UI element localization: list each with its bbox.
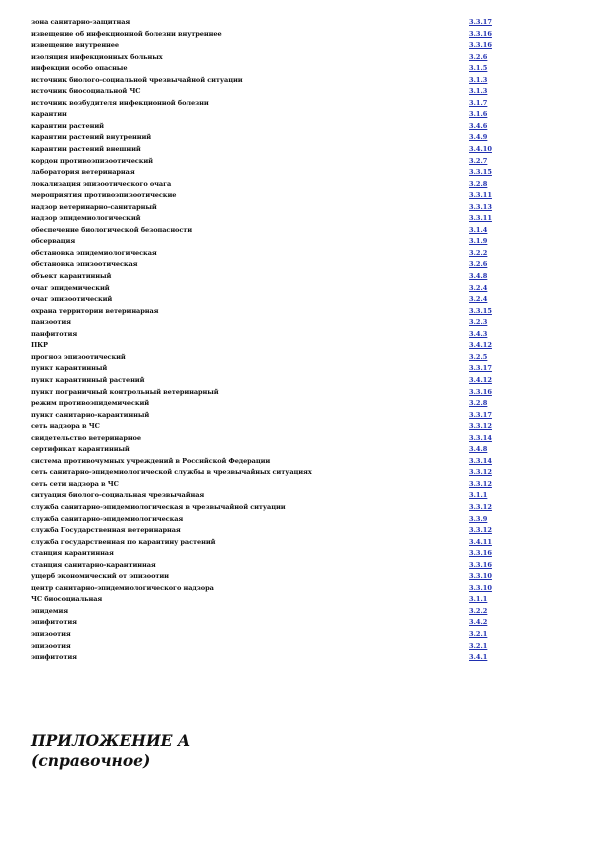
index-term: прогноз эпизоотический [31,352,126,361]
index-ref-link[interactable]: 3.3.12 [469,526,492,535]
index-row [31,271,491,283]
index-ref-link[interactable]: 3.2.4 [469,295,488,304]
index-ref-link[interactable]: 3.2.4 [469,283,488,292]
index-row [31,86,491,98]
index-ref-link[interactable]: 3.2.6 [469,260,488,269]
index-ref-link[interactable]: 3.2.3 [469,318,488,327]
index-row [31,421,491,433]
index-row [31,375,491,387]
index-term: эпифитотия [31,618,77,627]
index-term: карантин [31,110,67,119]
index-term: сеть надзора в ЧС [31,422,100,431]
index-row [31,52,491,64]
index-row [31,444,491,456]
index-term: пункт карантинный растений [31,375,145,384]
index-row [31,583,491,595]
index-row [31,236,491,248]
index-row [31,560,491,572]
index-ref-link[interactable]: 3.2.2 [469,248,488,257]
index-term: панзоотия [31,318,71,327]
index-row [31,40,491,52]
index-term: пункт санитарно-карантинный [31,410,150,419]
index-row [31,525,491,537]
index-ref-link[interactable]: 3.3.16 [469,41,492,50]
index-ref-link[interactable]: 3.1.6 [469,110,488,119]
index-ref-link[interactable]: 3.4.12 [469,341,492,350]
index-ref-link[interactable]: 3.1.1 [469,595,488,604]
index-row [31,548,491,560]
index-ref-link[interactable]: 3.3.12 [469,502,492,511]
index-ref-link[interactable]: 3.1.1 [469,491,488,500]
index-row [31,17,491,29]
index-term: станция санитарно-карантинная [31,560,156,569]
index-ref-link[interactable]: 3.3.16 [469,560,492,569]
index-row [31,571,491,583]
index-term: обстановка эпидемиологическая [31,248,157,257]
index-term: обсервация [31,237,76,246]
index-term: изоляция инфекционных больных [31,52,163,61]
index-term: сеть санитарно-эпидемиологической службы в чрезвычайных ситуациях [31,468,312,477]
index-ref-link[interactable]: 3.2.8 [469,399,488,408]
index-term: надзор эпидемиологический [31,214,141,223]
index-term: режим противоэпидемический [31,399,150,408]
index-row [31,144,491,156]
index-row [31,433,491,445]
index-term: служба санитарно-эпидемиологическая [31,514,184,523]
index-term: лаборатория ветеринарная [31,168,135,177]
index-ref-link[interactable]: 3.3.17 [469,364,492,373]
index-ref-link[interactable]: 3.2.1 [469,629,488,638]
index-term: пункт карантинный [31,364,108,373]
index-ref-link[interactable]: 3.3.11 [469,191,492,200]
index-row [31,363,491,375]
index-term: станция карантинная [31,549,114,558]
appendix-title: ПРИЛОЖЕНИЕ А [31,731,191,750]
index-term: объект карантинный [31,272,112,281]
index-row [31,594,491,606]
index-ref-link[interactable]: 3.3.14 [469,433,492,442]
index-term: извещение внутреннее [31,41,119,50]
index-ref-link[interactable]: 3.4.10 [469,145,492,154]
index-ref-link[interactable]: 3.3.14 [469,456,492,465]
index-row [31,29,491,41]
index-ref-link[interactable]: 3.4.11 [469,537,492,546]
index-row [31,156,491,168]
index-term: эпизоотия [31,629,71,638]
index-term: служба Государственная ветеринарная [31,526,181,535]
index-term: источник биосоциальной ЧС [31,87,141,96]
index-term: источник возбудителя инфекционной болезни [31,98,209,107]
index-term: центр санитарно-эпидемиологического надзора [31,583,214,592]
index-term: ущерб экономический от эпизоотии [31,572,169,581]
index-term: эпифитотия [31,653,77,662]
index-row [31,340,491,352]
index-ref-link[interactable]: 3.3.16 [469,29,492,38]
index-term: эпизоотия [31,641,71,650]
index-term: инфекции особо опасные [31,64,128,73]
index-ref-link[interactable]: 3.3.15 [469,168,492,177]
index-row [31,259,491,271]
index-ref-link[interactable]: 3.1.3 [469,75,488,84]
index-row [31,502,491,514]
index-ref-link[interactable]: 3.3.16 [469,387,492,396]
index-term: зона санитарно-защитная [31,18,131,26]
index-ref-link[interactable]: 3.3.13 [469,202,492,211]
index-term: карантин растений [31,121,104,130]
index-row [31,75,491,87]
index-ref-link[interactable]: 3.2.2 [469,606,488,615]
index-row [31,63,491,75]
index-row [31,329,491,341]
index-row [31,121,491,133]
index-row [31,490,491,502]
index-term: карантин растений внутренний [31,133,152,142]
index-row [31,283,491,295]
index-row [31,617,491,629]
index-row [31,202,491,214]
index-term: очаг эпизоотический [31,295,113,304]
index-term: ЧС биосоциальная [31,595,103,604]
index-row [31,387,491,399]
index-term: сеть сети надзора в ЧС [31,479,119,488]
index-row [31,317,491,329]
index-ref-link[interactable]: 3.3.12 [469,468,492,477]
index-ref-link[interactable]: 3.4.3 [469,329,488,338]
index-ref-link[interactable]: 3.3.11 [469,214,492,223]
index-ref-link[interactable]: 3.3.16 [469,549,492,558]
index-term: обеспечение биологической безопасности [31,225,193,234]
index-row [31,132,491,144]
index-term: источник биолого-социальной чрезвычайной ситуации [31,75,243,84]
index-ref-link[interactable]: 3.1.9 [469,237,488,246]
index-term: служба государственная по карантину растений [31,537,216,546]
index-ref-link[interactable]: 3.3.17 [469,18,492,26]
index-term: свидетельство ветеринарное [31,433,141,442]
index-row [31,514,491,526]
index-term: охрана территории ветеринарная [31,306,159,315]
index-term: обстановка эпизоотическая [31,260,138,269]
index-term: извещение об инфекционной болезни внутреннее [31,29,222,38]
index-term: карантин растений внешний [31,145,141,154]
index-term: кордон противоэпизоотический [31,156,153,165]
index-term: ситуация биолого-социальная чрезвычайная [31,491,205,500]
index-term: служба санитарно-эпидемиологическая в чрезвычайной ситуации [31,502,286,511]
index-ref-link[interactable]: 3.3.10 [469,572,492,581]
index-ref-link[interactable]: 3.3.17 [469,410,492,419]
index-term: система противочумных учреждений в Российской Федерации [31,456,271,465]
index-row [31,456,491,468]
index-row [31,306,491,318]
index-term: эпидемия [31,606,69,615]
index-ref-link[interactable]: 3.3.9 [469,514,488,523]
index-row [31,248,491,260]
index-ref-link[interactable]: 3.2.5 [469,352,488,361]
index-ref-link[interactable]: 3.2.7 [469,156,488,165]
index-row [31,179,491,191]
index-ref-link[interactable]: 3.4.2 [469,618,488,627]
index-ref-link[interactable]: 3.1.4 [469,225,488,234]
index-row [31,652,491,664]
index-ref-link[interactable]: 3.2.1 [469,641,488,650]
index-row [31,225,491,237]
index-row [31,641,491,653]
index-row [31,167,491,179]
index-row [31,467,491,479]
index-term: локализация эпизоотического очага [31,179,172,188]
index-row [31,190,491,202]
index-row [31,98,491,110]
index-row [31,537,491,549]
index-ref-link[interactable]: 3.2.8 [469,179,488,188]
index-ref-link[interactable]: 3.4.8 [469,272,488,281]
index-ref-link[interactable]: 3.4.8 [469,445,488,454]
appendix-heading [31,731,190,771]
index-ref-link[interactable]: 3.3.15 [469,306,492,315]
index-ref-link[interactable]: 3.4.12 [469,375,492,384]
index-ref-link[interactable]: 3.3.10 [469,583,492,592]
index-term: надзор ветеринарно-санитарный [31,202,157,211]
index-ref-link[interactable]: 3.3.12 [469,479,492,488]
index-term: сертификат карантинный [31,445,130,454]
index-ref-link[interactable]: 3.4.1 [469,653,488,662]
index-row [31,352,491,364]
index-term: пункт пограничный контрольный ветеринарный [31,387,219,396]
index-row [31,629,491,641]
index-ref-link[interactable]: 3.2.6 [469,52,488,61]
index-row [31,109,491,121]
term-index [31,17,491,664]
index-term: мероприятия противоэпизоотические [31,191,177,200]
index-row [31,213,491,225]
index-term: панфитотия [31,329,78,338]
index-row [31,410,491,422]
index-row [31,479,491,491]
index-term: очаг эпидемический [31,283,110,292]
index-row [31,294,491,306]
index-ref-link[interactable]: 3.1.3 [469,87,488,96]
index-ref-link[interactable]: 3.1.5 [469,64,488,73]
index-ref-link[interactable]: 3.3.12 [469,422,492,431]
index-ref-link[interactable]: 3.1.7 [469,98,488,107]
index-row [31,606,491,618]
appendix-subtitle: (справочное) [31,751,151,770]
index-ref-link[interactable]: 3.4.9 [469,133,488,142]
index-ref-link[interactable]: 3.4.6 [469,121,488,130]
index-row [31,398,491,410]
index-term: ПКР [31,341,48,350]
